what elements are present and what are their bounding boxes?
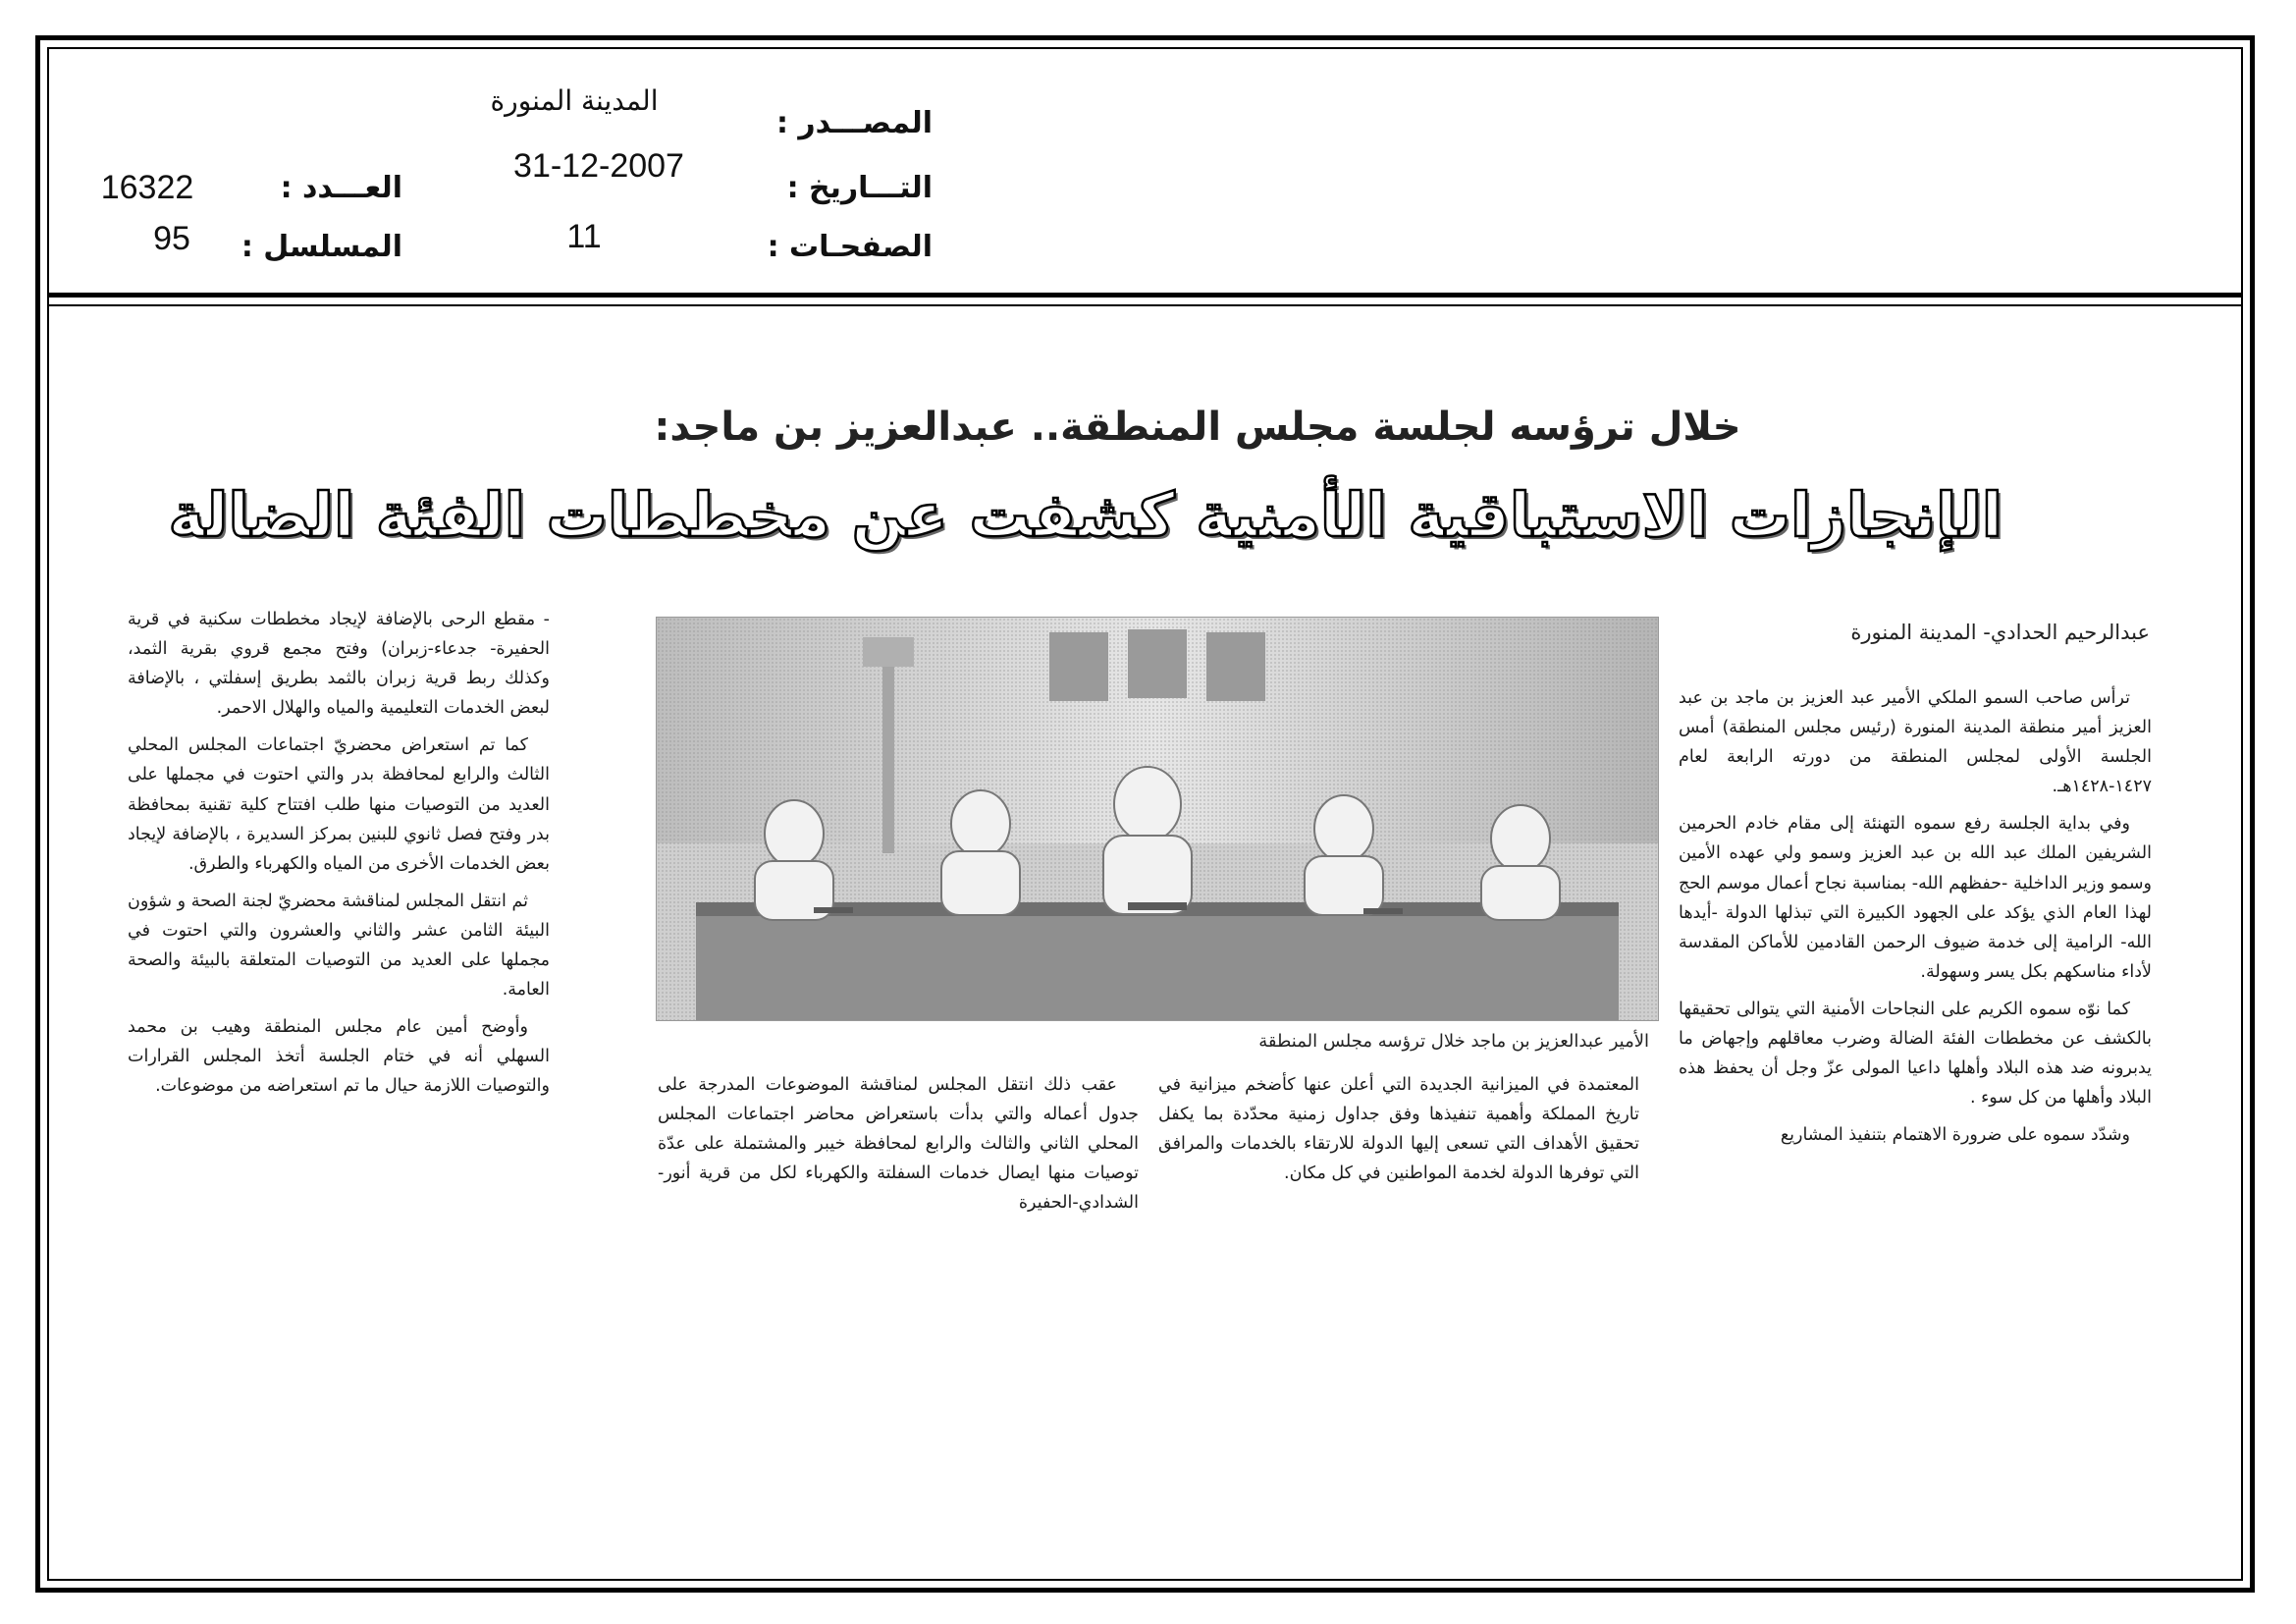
source-label: المصـــدر :	[775, 106, 933, 140]
photo-illustration	[657, 618, 1658, 1020]
date-label: التـــاريخ :	[786, 171, 933, 205]
paragraph: وفي بداية الجلسة رفع سموه التهنئة إلى مقام خادم الحرمين الشريفين الملك عبد الله بن عبد العزيز وسمو ولي عهده الأمين وسمو وزير الداخلية -حفظهم الله- بمناسبة نجاح أعمال موسم الحج لهذا العام الذي يؤكد على الجهود الكبيرة التي تبذلها الدولة -أيدها الله- الرامية إلى خدمة ضيوف الرحمن القادمين للأماكن المقدسة لأداء مناسكهم بكل يسر وسهولة.	[1679, 814, 2152, 982]
paragraph: المعتمدة في الميزانية الجديدة التي أعلن عنها كأضخم ميزانية في تاريخ المملكة وأهمية تنفيذها وفق جداول زمنية محدّدة بما يكفل تحقيق الأهداف التي تسعى إليها الدولة للارتقاء بالخدمات والمرافق التي توفرها الدولة لخدمة المواطنين في كل مكان.	[1158, 1075, 1639, 1184]
serial-label: المسلسل :	[240, 230, 402, 264]
issue-value: 16322	[100, 169, 194, 206]
pages-value: 11	[566, 218, 602, 255]
paragraph: ترأس صاحب السمو الملكي الأمير عبد العزيز بن ماجد بن عبد العزيز أمير منطقة المدينة المنورة (رئيس مجلس المنطقة) أمس الجلسة الأولى لمجلس المنطقة من دورته الرابعة لعام ١٤٢٧-١٤٢٨هـ.	[1679, 688, 2152, 797]
header-divider-thick	[47, 293, 2243, 298]
article-column-middle-1	[1158, 1070, 1639, 1196]
date-value: 31-12-2007	[513, 147, 684, 185]
article-photo	[656, 617, 1659, 1021]
pages-label: الصفحـات :	[767, 230, 933, 264]
paragraph: وأوضح أمين عام مجلس المنطقة وهيب بن محمد السهلي أنه في ختام الجلسة أتخذ المجلس القرارات والتوصيات اللازمة حيال ما تم استعراضه من موضوعات.	[128, 1017, 550, 1097]
article-column-middle-2	[658, 1070, 1139, 1225]
article-kicker: خلال ترؤسه لجلسة مجلس المنطقة.. عبدالعزيز بن ماجد:	[654, 405, 1741, 450]
photo-caption: الأمير عبدالعزيز بن ماجد خلال ترؤسه مجلس المنطقة	[1258, 1031, 1649, 1052]
paragraph: كما تم استعراض محضريّ اجتماعات المجلس المحلي الثالث والرابع لمحافظة بدر والتي احتوت في مجملها على العديد من التوصيات منها طلب افتتاح كلية تقنية بمحافظة بدر وفتح فصل ثانوي للبنين بمركز السديرة ، بالإضافة لإيجاد بعض الخدمات الأخرى من المياه والكهرباء والطرق.	[128, 735, 550, 874]
article-headline: الإنجازات الاستباقية الأمنية كشفت عن مخططات الفئة الضالة	[168, 479, 2002, 551]
paragraph: كما نوّه سموه الكريم على النجاحات الأمنية التي يتوالى تحقيقها بالكشف عن مخططات الفئة الضالة وضرب معاقلهم وإجهاض ما يدبرونه ضد هذه البلاد وأهلها داعيا المولى عزّ وجل أن يحفظ هذه البلاد وأهلها من كل سوء .	[1679, 999, 2152, 1109]
paragraph: وشدّد سموه على ضرورة الاهتمام بتنفيذ المشاريع	[1780, 1125, 2130, 1146]
header-divider-thin	[47, 304, 2243, 306]
paragraph: ثم انتقل المجلس لمناقشة محضريّ لجنة الصحة و شؤون البيئة الثامن عشر والثاني والعشرون والتي احتوت في مجملها على العديد من التوصيات المتعلقة بالبيئة والصحة العامة.	[128, 891, 550, 1001]
article-column-left	[128, 605, 550, 1110]
article-column-right	[1679, 683, 2152, 1158]
source-value: المدينة المنورة	[490, 84, 659, 117]
paragraph: - مقطع الرحى بالإضافة لإيجاد مخططات سكنية في قرية الحفيرة- جدعاء-زبران) وفتح مجمع قروي بقرية الثمد، وكذلك ربط قرية زبران بالثمد بطريق إسفلتي ، بالإضافة لبعض الخدمات التعليمية والمياه والهلال الاحمر.	[128, 610, 550, 719]
issue-label: العـــدد :	[280, 171, 402, 205]
serial-value: 95	[153, 220, 190, 257]
article-byline: عبدالرحيم الحدادي- المدينة المنورة	[1850, 621, 2150, 644]
paragraph: عقب ذلك انتقل المجلس لمناقشة الموضوعات المدرجة على جدول أعماله والتي بدأت باستعراض محاضر اجتماعات المجلس المحلي الثاني والثالث والرابع لمحافظة خيبر والمشتملة على عدّة توصيات منها ايصال خدمات السفلتة والكهرباء لكل من قرية أنور-الشدادي-الحفيرة	[658, 1075, 1139, 1214]
